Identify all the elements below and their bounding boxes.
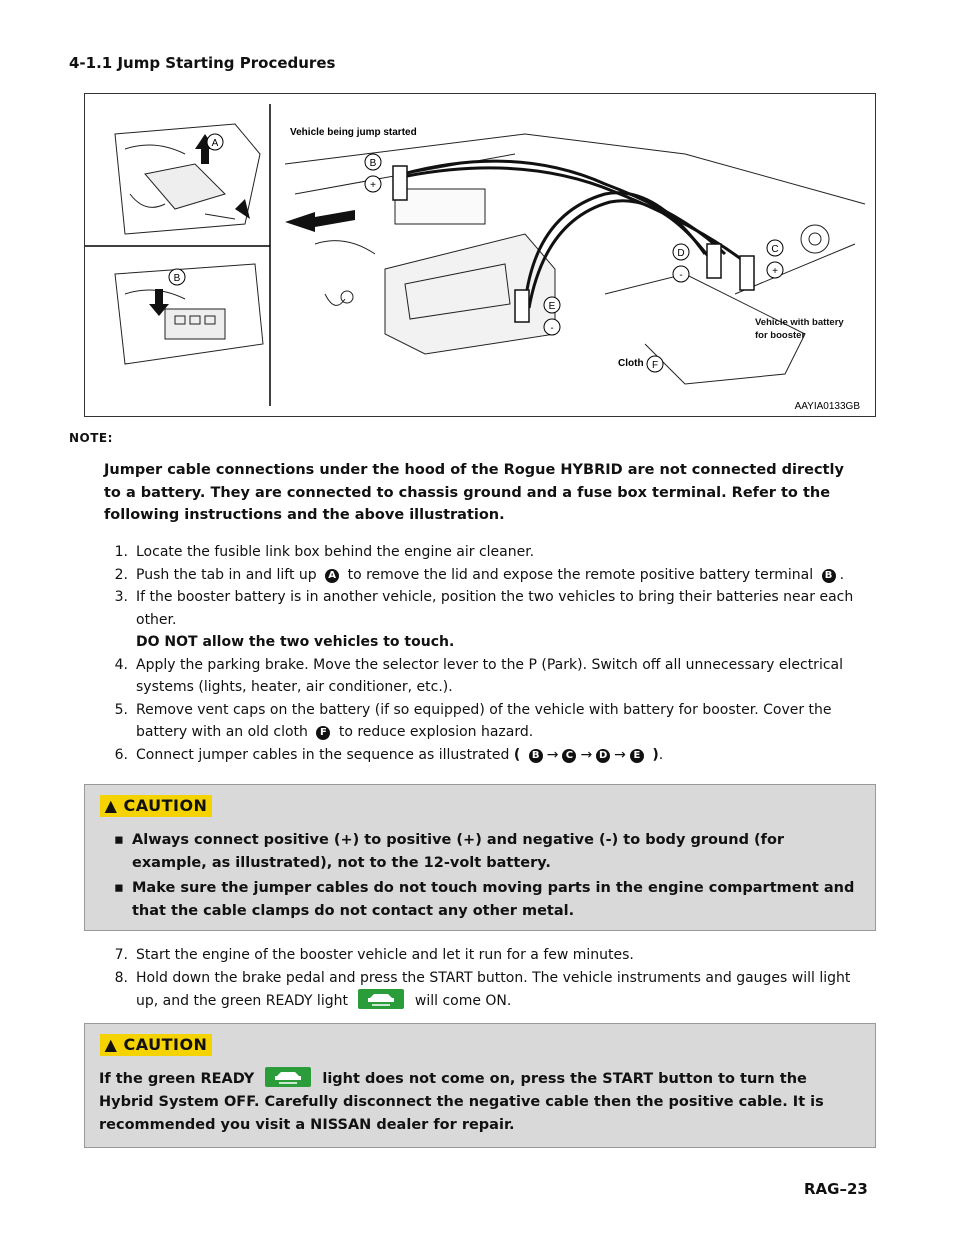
caution-list <box>114 829 859 925</box>
svg-text:B: B <box>173 273 181 284</box>
caution-item: ▪ Always connect positive (+) to positive (+) and negative (-) to body ground (for example, as illustrated), not to the 12-volt battery. <box>114 829 859 875</box>
svg-text:F: F <box>651 360 659 371</box>
svg-text:C: C <box>771 244 779 255</box>
warning-triangle-icon: ▲ <box>104 796 118 815</box>
step-4: 4. Apply the parking brake. Move the selector lever to the P (Park). Switch off all unnecessary electrical systems (lights, heater, air conditioner, etc.). <box>114 656 843 695</box>
svg-text:-: - <box>550 323 554 334</box>
svg-text:E: E <box>548 301 556 312</box>
warning-triangle-icon: ▲ <box>104 1035 118 1054</box>
label-cloth: Cloth <box>618 358 644 369</box>
seq-badge-c: C <box>562 749 576 763</box>
svg-text:B: B <box>369 158 377 169</box>
label-vehicle-jump: Vehicle being jump started <box>290 127 417 138</box>
steps-list-2 <box>104 944 874 1013</box>
note-text: Jumper cable connections under the hood of the Rogue HYBRID are not connected directly to a battery. They are connected to chassis ground and a fuse box terminal. Refer to the following instructions and the above illustration. <box>104 462 844 523</box>
step-3: 3. If the booster battery is in another vehicle, position the two vehicles to bring their batteries near each other. <box>114 589 854 628</box>
step-7: 7. Start the engine of the booster vehicle and let it run for a few minutes. <box>114 947 634 963</box>
step-1: 1. Locate the fusible link box behind the engine air cleaner. <box>114 544 535 560</box>
caution-badge: ▲ CAUTION <box>100 1034 212 1056</box>
step-5: 5. Remove vent caps on the battery (if so equipped) of the vehicle with battery for booster. Cover the battery with an old cloth F to reduce explosion hazard. <box>114 701 832 740</box>
caution-box-1 <box>84 784 876 931</box>
label-vehicle-booster: Vehicle with battery for booster <box>755 317 844 341</box>
steps-list <box>104 541 874 766</box>
callout-badge-f: F <box>316 726 330 740</box>
callout-badge-b: B <box>822 569 836 583</box>
page-number: RAG–23 <box>804 1180 868 1198</box>
seq-badge-b: B <box>529 749 543 763</box>
caution-item: ▪ Make sure the jumper cables do not touch moving parts in the engine compartment and that the cable clamps do not contact any other metal. <box>114 877 859 923</box>
svg-text:+: + <box>772 266 778 277</box>
step-8: 8. Hold down the brake pedal and press the START button. The vehicle instruments and gauges will light up, and the green READY light will come ON. <box>114 969 851 1009</box>
figure-id: AAYIA0133GB <box>794 401 860 412</box>
bullet-icon: ▪ <box>114 880 124 896</box>
callout-badge-a: A <box>325 569 339 583</box>
caution-text: If the green READY light does not come on, press the START button to turn the Hybrid System OFF. Carefully disconnect the negative cable then the positive cable. It is recommended you visit a NISSAN dealer for repair. <box>99 1067 859 1137</box>
svg-text:+: + <box>370 180 376 191</box>
svg-text:-: - <box>679 270 683 281</box>
callout-a: A <box>211 138 219 149</box>
seq-badge-e: E <box>630 749 644 763</box>
caution-box-2 <box>84 1023 876 1148</box>
ready-light-icon <box>358 989 404 1009</box>
section-title: 4-1.1 Jump Starting Procedures <box>69 54 336 72</box>
ready-light-icon <box>265 1067 311 1087</box>
note-label: NOTE: <box>69 431 113 445</box>
bullet-icon: ▪ <box>114 832 124 848</box>
jump-start-illustration <box>84 93 876 417</box>
svg-text:D: D <box>677 248 685 259</box>
step-2: 2. Push the tab in and lift up A to remove the lid and expose the remote positive battery terminal B . <box>114 566 845 583</box>
step-6: 6. Connect jumper cables in the sequence as illustrated ( B → C → D → E ). <box>114 746 664 763</box>
seq-badge-d: D <box>596 749 610 763</box>
step-warning: DO NOT allow the two vehicles to touch. <box>136 634 455 650</box>
caution-badge: ▲ CAUTION <box>100 795 212 817</box>
